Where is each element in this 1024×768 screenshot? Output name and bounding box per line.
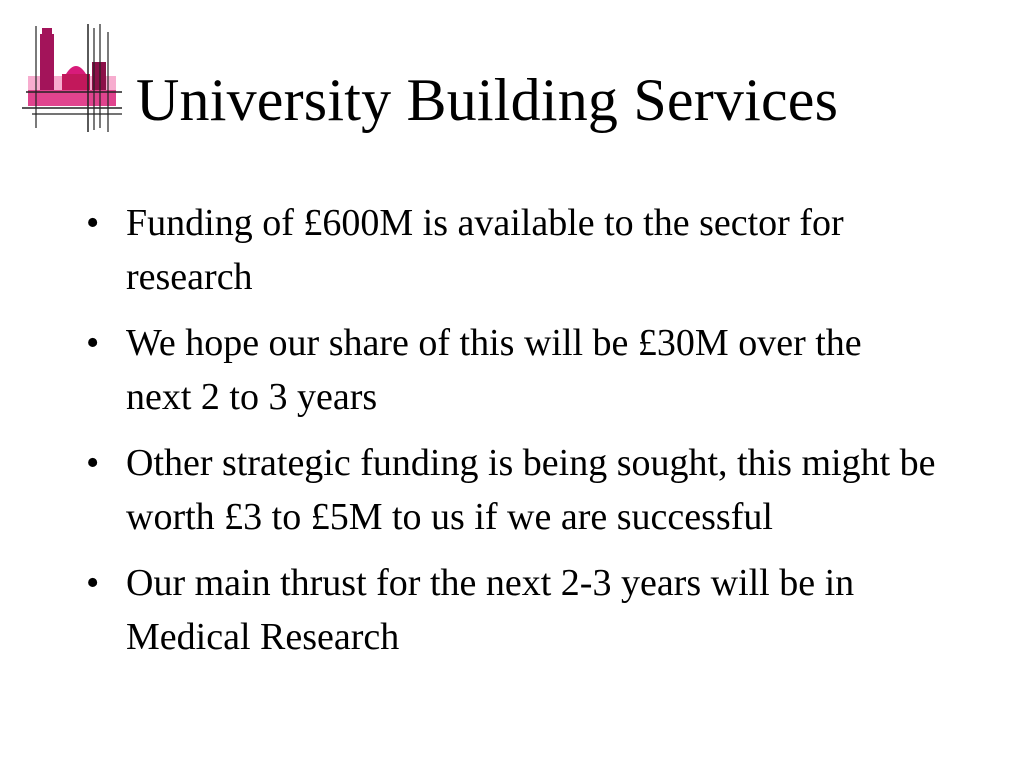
bullet-item [84,316,944,424]
bullet-text: Other strategic funding is being sought, this might be worth £3 to £5M to us if we are successful [126,442,936,538]
bullet-text: We hope our share of this will be £30M over the next 2 to 3 years [126,322,862,418]
bullet-icon: • [86,562,100,604]
bullet-icon: • [86,322,100,364]
bullet-icon: • [86,442,100,484]
bullet-icon: • [86,202,100,244]
bullet-item [84,436,944,544]
bullet-text: Our main thrust for the next 2-3 years will be in Medical Research [126,562,855,658]
university-building-logo-icon [22,24,126,132]
bullet-text: Funding of £600M is available to the sector for research [126,202,844,298]
bullet-item [84,556,944,664]
bullet-item [84,196,944,304]
bullet-list [84,196,944,676]
slide-title: University Building Services [136,67,839,133]
